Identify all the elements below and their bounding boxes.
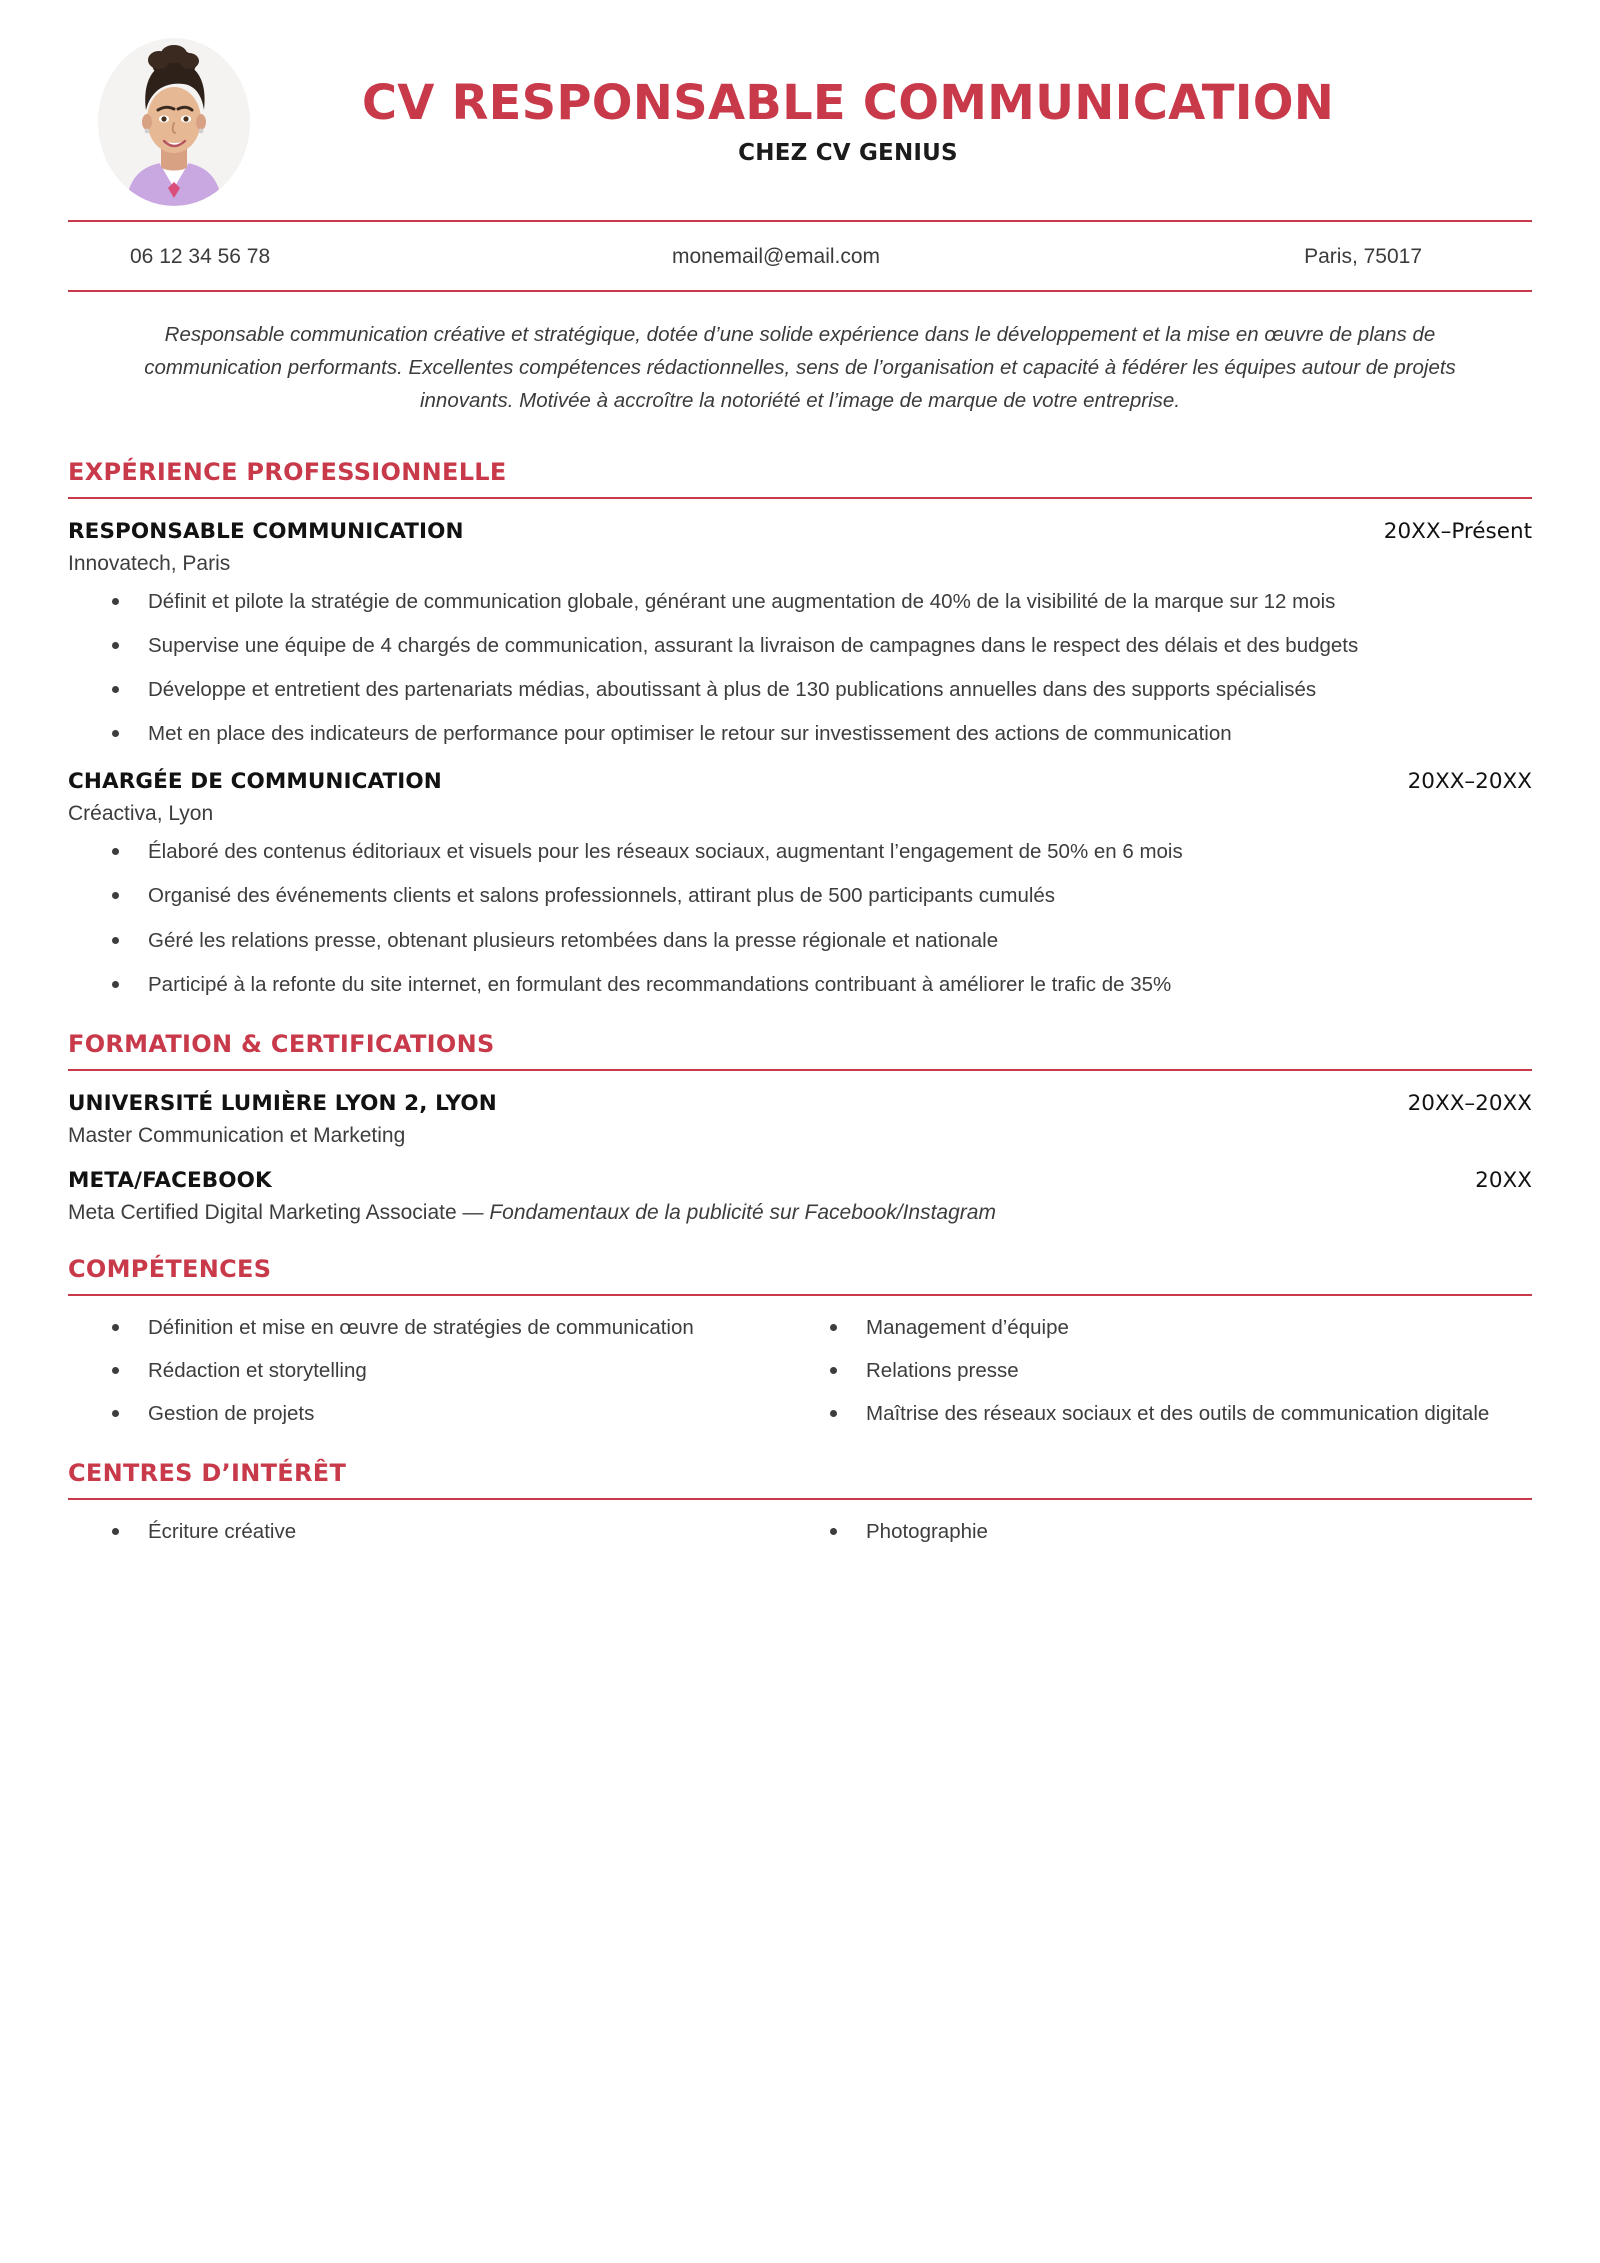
- resume-header: [68, 0, 1532, 220]
- list-item: Supervise une équipe de 4 chargés de communication, assurant la livraison de campagnes dans le respect des délais et des budgets: [68, 630, 1532, 661]
- section-skills: [68, 1225, 1532, 1429]
- section-title-education: FORMATION & CERTIFICATIONS: [68, 1029, 495, 1058]
- degree-line: [68, 1124, 1532, 1148]
- skills-column-right: [800, 1300, 1532, 1429]
- experience-entry-head: [68, 519, 1532, 544]
- list-item: Participé à la refonte du site internet, en formulant des recommandations contribuant à améliorer le trafic de 35%: [68, 969, 1532, 1000]
- list-item: Rédaction et storytelling: [68, 1355, 800, 1386]
- certification-name: META/FACEBOOK: [68, 1167, 272, 1193]
- education-entry-head: [68, 1091, 1532, 1116]
- skills-columns: [68, 1296, 1532, 1429]
- list-item: Relations presse: [800, 1355, 1532, 1386]
- list-item: Maîtrise des réseaux sociaux et des outils de communication digitale: [800, 1398, 1532, 1429]
- interests-columns: [68, 1500, 1532, 1547]
- list-item: Gestion de projets: [68, 1398, 800, 1429]
- interests-list-right: [800, 1516, 1532, 1547]
- certification-line: [68, 1201, 1532, 1225]
- interests-column-left: [68, 1504, 800, 1547]
- list-item: Écriture créative: [68, 1516, 800, 1547]
- profile-summary: Responsable communication créative et stratégique, dotée d’une solide expérience dans le développement et la mise en œuvre de plans de communication performants. Excellentes compétences rédactionnelles, sens de l’organisation et capacité à fédérer les équipes autour de projets innovants. Motivée à accroître la notoriété et l’image de marque de votre entreprise.: [144, 323, 1456, 413]
- section-title-interests: CENTRES D’INTÉRÊT: [68, 1459, 347, 1488]
- interests-list-left: [68, 1516, 800, 1547]
- job-date: 20XX–20XX: [1407, 769, 1532, 795]
- experience-entry: [68, 499, 1532, 750]
- list-item: Géré les relations presse, obtenant plusieurs retombées dans la presse régionale et nationale: [68, 925, 1532, 956]
- list-item: Met en place des indicateurs de performance pour optimiser le retour sur investissement des actions de communication: [68, 718, 1532, 749]
- job-date: 20XX–Présent: [1383, 518, 1532, 544]
- job-title: RESPONSABLE COMMUNICATION: [68, 518, 464, 544]
- page-title: CV RESPONSABLE COMMUNICATION: [361, 74, 1335, 131]
- profile-photo-icon: [98, 38, 250, 206]
- list-item: Organisé des événements clients et salons professionnels, attirant plus de 500 participants cumulés: [68, 880, 1532, 911]
- education-entry: [68, 1148, 1532, 1225]
- list-item: Définition et mise en œuvre de stratégies de communication: [68, 1312, 800, 1343]
- list-item: Management d’équipe: [800, 1312, 1532, 1343]
- section-title-experience: EXPÉRIENCE PROFESSIONNELLE: [68, 457, 507, 486]
- job-title: CHARGÉE DE COMMUNICATION: [68, 769, 442, 795]
- header-text-block: [284, 74, 1532, 167]
- experience-entry-head: [68, 769, 1532, 794]
- interests-column-right: [800, 1504, 1532, 1547]
- certification-text: Meta Certified Digital Marketing Associate —: [68, 1200, 490, 1224]
- skills-list-right: [800, 1312, 1532, 1429]
- section-interests: [68, 1429, 1532, 1547]
- skills-column-left: [68, 1300, 800, 1429]
- education-entry-head: [68, 1168, 1532, 1193]
- degree-text: Master Communication et Marketing: [68, 1123, 406, 1147]
- list-item: Définit et pilote la stratégie de communication globale, générant une augmentation de 40% de la visibilité de la marque sur 12 mois: [68, 586, 1532, 617]
- contact-phone: 06 12 34 56 78: [130, 245, 271, 268]
- school-date: 20XX–20XX: [1407, 1090, 1532, 1116]
- list-item: Développe et entretient des partenariats médias, aboutissant à plus de 130 publications annuelles dans des supports spécialisés: [68, 674, 1532, 705]
- certification-detail: Fondamentaux de la publicité sur Facebook/Instagram: [489, 1200, 996, 1224]
- contact-row: [68, 222, 1532, 290]
- list-item: Photographie: [800, 1516, 1532, 1547]
- job-company: Innovatech, Paris: [68, 551, 231, 575]
- experience-entry: [68, 749, 1532, 1000]
- certification-date: 20XX: [1475, 1167, 1532, 1193]
- list-item: Élaboré des contenus éditoriaux et visuels pour les réseaux sociaux, augmentant l’engagement de 50% en 6 mois: [68, 836, 1532, 867]
- page-subtitle: CHEZ CV GENIUS: [738, 140, 958, 167]
- job-bullet-list: [68, 586, 1532, 750]
- job-bullet-list: [68, 836, 1532, 1000]
- skills-list-left: [68, 1312, 800, 1429]
- section-experience: [68, 428, 1532, 1000]
- education-entry: [68, 1071, 1532, 1148]
- school-name: UNIVERSITÉ LUMIÈRE LYON 2, LYON: [68, 1090, 497, 1116]
- job-company: Créactiva, Lyon: [68, 802, 214, 826]
- section-education: [68, 1000, 1532, 1225]
- contact-email: monemail@email.com: [671, 245, 881, 268]
- section-title-skills: COMPÉTENCES: [68, 1254, 272, 1283]
- contact-location: Paris, 75017: [1304, 245, 1423, 268]
- avatar: [98, 38, 250, 206]
